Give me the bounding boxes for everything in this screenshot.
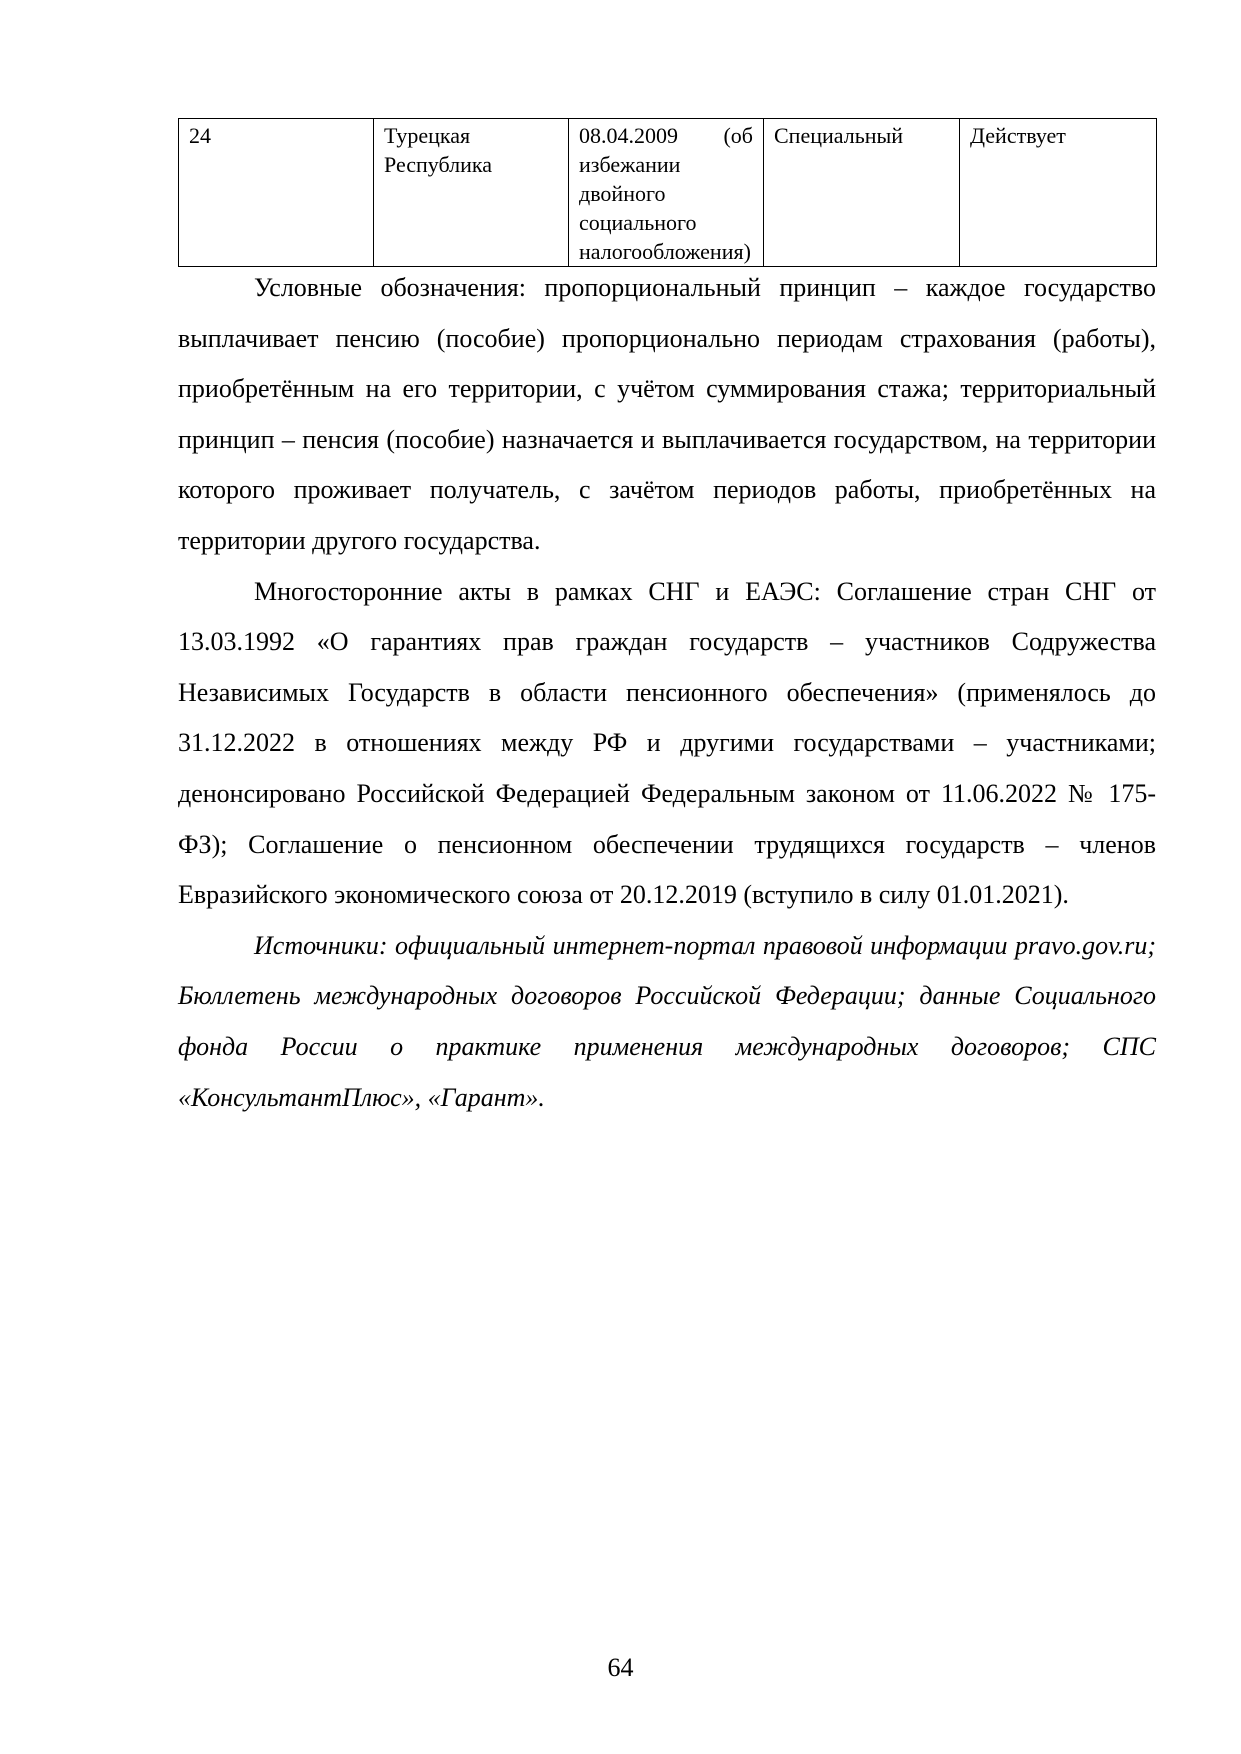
row-number-cell: 24	[179, 119, 374, 267]
page-number: 64	[607, 1653, 634, 1682]
agreements-table	[178, 118, 1157, 267]
multilateral-acts-paragraph: Многосторонние акты в рамках СНГ и ЕАЭС: Соглашение стран СНГ от 13.03.1992 «О гарантиях прав граждан государств – участников Содружества Независимых Государств в области пенсионного обеспечения» (применялось до 31.12.2022 в отношениях между РФ и другими государствами – участниками; денонсировано Российской Федерацией Федеральным законом от 11.06.2022 № 175-ФЗ); Соглашение о пенсионном обеспечении трудящихся государств – членов Евразийского экономического союза от 20.12.2019 (вступило в силу 01.01.2021).	[178, 576, 1156, 910]
status-cell: Действует	[960, 119, 1157, 267]
country-cell: Турецкая Республика	[374, 119, 569, 267]
document-page	[178, 118, 1156, 1123]
sources-paragraph: Источники: официальный интернет-портал правовой информации pravo.gov.ru; Бюллетень международных договоров Российской Федерации; данные Социального фонда России о практике применения международных договоров; СПС «КонсультантПлюс», «Гарант».	[178, 930, 1156, 1112]
agreement-cell: 08.04.2009 (об избежании двойного социального налогообложения)	[569, 119, 764, 267]
table-row	[179, 119, 1157, 267]
legend-paragraph: Условные обозначения: пропорциональный принцип – каждое государство выплачивает пенсию (пособие) пропорционально периодам страхования (работы), приобретённым на его территории, с учётом суммирования стажа; территориальный принцип – пенсия (пособие) назначается и выплачивается государством, на территории которого проживает получатель, с зачётом периодов работы, приобретённых на территории другого государства.	[178, 273, 1156, 555]
type-cell: Специальный	[764, 119, 960, 267]
